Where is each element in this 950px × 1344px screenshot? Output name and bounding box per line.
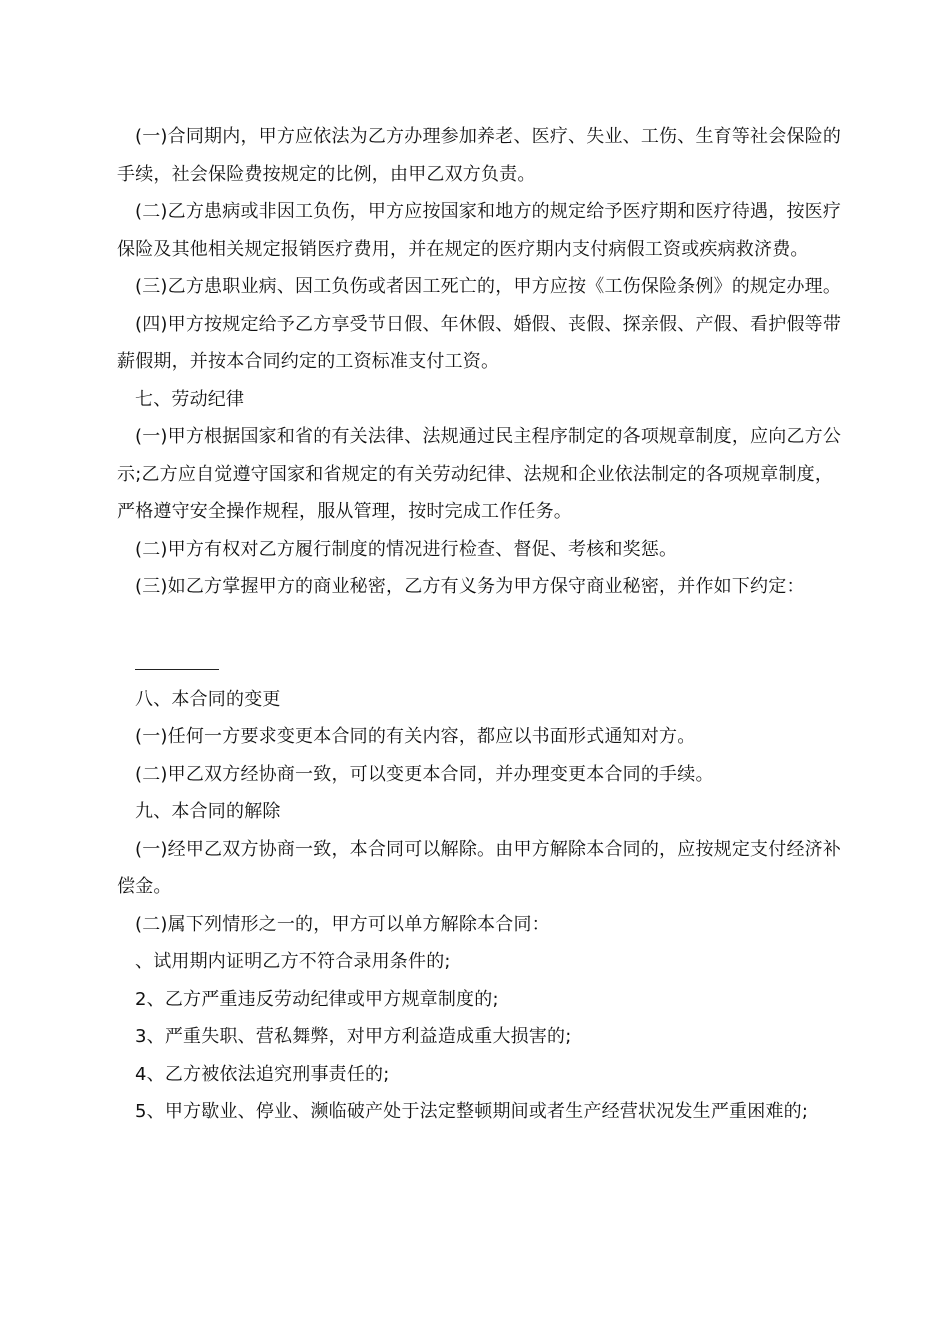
section-heading-contract-termination: 九、本合同的解除 xyxy=(135,801,281,822)
contract-body xyxy=(117,118,845,1131)
clause-unilateral-termination: (二)属下列情形之一的，甲方可以单方解除本合同： xyxy=(135,913,550,935)
clause-rules-and-regulations: (一)甲方根据国家和省的有关法律、法规通过民主程序制定的各项规章制度，应向乙方公示;乙方应自觉遵守国家和省规定的有关劳动纪律、法规和企业依法制定的各项规章制度，严格遵守安全操作规程，服从管理，按时完成工作任务。 xyxy=(117,426,842,522)
list-item-misconduct: 3、严重失职、营私舞弊，对甲方利益造成重大损害的; xyxy=(135,1026,572,1047)
clause-social-insurance: (一)合同期内，甲方应依法为乙方办理参加养老、医疗、失业、工伤、生育等社会保险的手续，社会保险费按规定的比例，由甲乙双方负责。 xyxy=(117,126,842,185)
clause-paid-leave: (四)甲方按规定给予乙方享受节日假、年休假、婚假、丧假、探亲假、产假、看护假等带薪假期，并按本合同约定的工资标准支付工资。 xyxy=(117,313,842,372)
list-item-probation: 、试用期内证明乙方不符合录用条件的; xyxy=(135,951,451,972)
list-item-discipline-violation: 2、乙方严重违反劳动纪律或甲方规章制度的; xyxy=(135,988,499,1010)
clause-sick-leave: (二)乙方患病或非因工负伤，甲方应按国家和地方的规定给予医疗期和医疗待遇，按医疗保险及其他相关规定报销医疗费用，并在规定的医疗期内支付病假工资或疾病救济费。 xyxy=(117,201,842,260)
section-heading-labor-discipline: 七、劳动纪律 xyxy=(135,388,245,410)
section-heading-contract-change: 八、本合同的变更 xyxy=(135,688,281,710)
clause-work-injury: (三)乙方患职业病、因工负伤或者因工死亡的，甲方应按《工伤保险条例》的规定办理。 xyxy=(135,276,842,297)
fill-in-blank-line xyxy=(135,643,219,681)
clause-mutual-change: (二)甲乙双方经协商一致，可以变更本合同，并办理变更本合同的手续。 xyxy=(135,763,714,785)
blank-line xyxy=(117,606,845,644)
clause-inspection-rights: (二)甲方有权对乙方履行制度的情况进行检查、督促、考核和奖惩。 xyxy=(135,538,678,560)
clause-trade-secrets: (三)如乙方掌握甲方的商业秘密，乙方有义务为甲方保守商业秘密，并作如下约定： xyxy=(135,576,805,597)
list-item-criminal-liability: 4、乙方被依法追究刑事责任的; xyxy=(135,1063,390,1085)
clause-written-notice: (一)任何一方要求变更本合同的有关内容，都应以书面形式通知对方。 xyxy=(135,726,696,747)
list-item-business-difficulty: 5、甲方歇业、停业、濒临破产处于法定整顿期间或者生产经营状况发生严重困难的; xyxy=(135,1101,809,1122)
clause-mutual-termination: (一)经甲乙双方协商一致，本合同可以解除。由甲方解除本合同的，应按规定支付经济补偿金。 xyxy=(117,838,842,897)
